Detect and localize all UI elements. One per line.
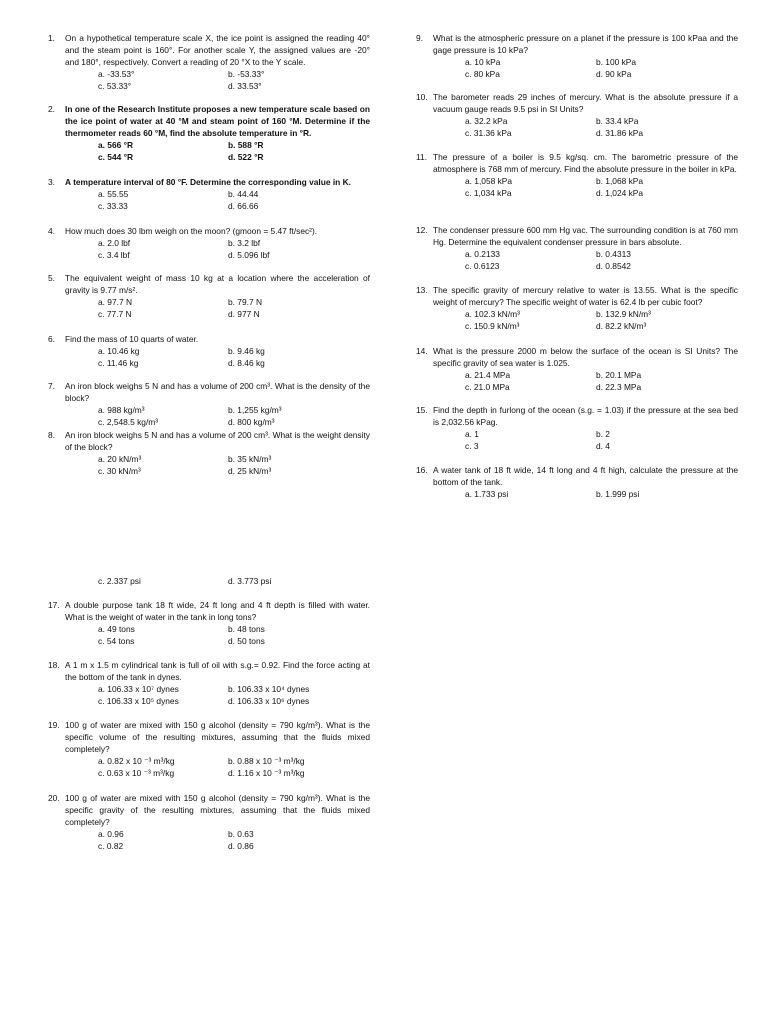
question-10 bbox=[416, 92, 738, 140]
option-c: c. 77.7 N bbox=[98, 308, 132, 319]
question-18 bbox=[48, 660, 370, 708]
answer-options bbox=[465, 429, 738, 453]
answer-options bbox=[465, 370, 738, 394]
question-12 bbox=[416, 225, 738, 273]
option-a: a. 566 °R bbox=[98, 139, 134, 150]
option-c: c. 11.46 kg bbox=[98, 357, 139, 368]
option-d: d. 31.86 kPa bbox=[596, 127, 644, 138]
option-d: d. 3.773 psi bbox=[228, 576, 272, 586]
option-c: c. 80 kPa bbox=[465, 68, 500, 79]
option-a: a. 49 tons bbox=[98, 623, 135, 634]
option-d: d. 66.66 bbox=[228, 200, 259, 211]
answer-options bbox=[98, 756, 370, 780]
question-8 bbox=[48, 430, 370, 478]
question-text: Find the depth in furlong of the ocean (s.g. = 1.03) if the pressure at the sea bed is 2,032.56 kPag. bbox=[433, 405, 738, 427]
question-16-continued bbox=[48, 576, 370, 588]
question-9 bbox=[416, 33, 738, 81]
option-d: d. 977 N bbox=[228, 308, 260, 319]
option-c: c. 3.4 lbf bbox=[98, 249, 130, 260]
option-c: c. 106.33 x 10⁵ dynes bbox=[98, 695, 179, 706]
option-c: c. 3 bbox=[465, 440, 479, 451]
question-text: The equivalent weight of mass 10 kg at a location where the acceleration of gravity is 9.77 m/s². bbox=[65, 273, 370, 295]
option-c: c. 21.0 MPa bbox=[465, 381, 510, 392]
option-c: c. 150.9 kN/m³ bbox=[465, 320, 520, 331]
option-c: c. 0.82 bbox=[98, 840, 124, 851]
option-a: a. 106.33 x 10⁷ dynes bbox=[98, 683, 179, 694]
answer-options bbox=[465, 116, 738, 140]
option-b: b. 1,068 kPa bbox=[596, 175, 644, 186]
question-text: The specific gravity of mercury relative to water is 13.55. What is the specific weight of mercury? The specific weight of water is 62.4 lb per cubic foot? bbox=[433, 285, 738, 307]
answer-options bbox=[465, 249, 738, 273]
question-text: A double purpose tank 18 ft wide, 24 ft long and 4 ft depth is filled with water. What is the weight of water in the tank in long tons? bbox=[65, 600, 370, 622]
option-c: c. 0.6123 bbox=[465, 260, 500, 271]
option-a: a. 21.4 MPa bbox=[465, 369, 511, 380]
question-6 bbox=[48, 334, 370, 370]
option-b: b. 3.2 lbf bbox=[228, 237, 261, 248]
question-text: Find the mass of 10 quarts of water. bbox=[65, 334, 199, 344]
option-d: d. 0.8542 bbox=[596, 260, 631, 271]
answer-options bbox=[98, 684, 370, 708]
option-d: d. 33.53° bbox=[228, 80, 262, 91]
question-text: The condenser pressure 600 mm Hg vac. The surrounding condition is at 760 mm Hg. Determine the equivalent condenser pressure in bars absolute. bbox=[433, 225, 738, 247]
option-b: b. 0.63 bbox=[228, 828, 254, 839]
option-a: a. 10.46 kg bbox=[98, 345, 140, 356]
answer-options bbox=[98, 297, 370, 321]
option-a: a. 1 bbox=[465, 428, 479, 439]
option-c: c. 30 kN/m³ bbox=[98, 465, 141, 476]
question-number: 10. bbox=[416, 92, 428, 102]
option-b: b. 0.88 x 10 ⁻³ m³/kg bbox=[228, 755, 305, 766]
option-b: b. 0.4313 bbox=[596, 248, 631, 259]
option-a: a. 10 kPa bbox=[465, 56, 501, 67]
option-d: d. 90 kPa bbox=[596, 68, 632, 79]
question-text: What is the atmospheric pressure on a planet if the pressure is 100 kPaa and the gage pressure is 10 kPa? bbox=[433, 33, 738, 55]
question-number: 4. bbox=[48, 226, 55, 236]
option-a: a. 20 kN/m³ bbox=[98, 453, 142, 464]
option-a: a. 32.2 kPa bbox=[465, 115, 508, 126]
answer-options bbox=[98, 624, 370, 648]
option-a: a. 97.7 N bbox=[98, 296, 132, 307]
option-b: b. 106.33 x 10⁴ dynes bbox=[228, 683, 310, 694]
question-4 bbox=[48, 226, 370, 262]
option-b: b. 44.44 bbox=[228, 188, 259, 199]
question-number: 20. bbox=[48, 793, 60, 803]
question-number: 3. bbox=[48, 177, 55, 187]
question-17 bbox=[48, 600, 370, 648]
option-c: c. 0.63 x 10 ⁻³ m³/kg bbox=[98, 767, 175, 778]
question-number: 8. bbox=[48, 430, 55, 440]
answer-options bbox=[465, 176, 738, 200]
option-d: d. 50 tons bbox=[228, 635, 265, 646]
question-14 bbox=[416, 346, 738, 394]
question-number: 16. bbox=[416, 465, 428, 475]
question-text: 100 g of water are mixed with 150 g alcohol (density = 790 kg/m³). What is the specific gravity of the resulting mixtures, assuming that the fluids mixed completely? bbox=[65, 793, 370, 827]
question-number: 12. bbox=[416, 225, 428, 235]
option-b: b. 100 kPa bbox=[596, 56, 637, 67]
option-b: b. 48 tons bbox=[228, 623, 265, 634]
option-b: b. 1.999 psi bbox=[596, 488, 640, 499]
option-c: c. 2.337 psi bbox=[98, 576, 141, 586]
option-a: a. 0.96 bbox=[98, 828, 124, 839]
question-text: 100 g of water are mixed with 150 g alcohol (density = 790 kg/m³). What is the specific volume of the resulting mixtures, assuming that the fluids mixed completely? bbox=[65, 720, 370, 754]
question-16 bbox=[416, 465, 738, 501]
option-d: d. 4 bbox=[596, 440, 610, 451]
answer-options bbox=[465, 309, 738, 333]
question-number: 6. bbox=[48, 334, 55, 344]
question-number: 5. bbox=[48, 273, 55, 283]
option-c: c. 33.33 bbox=[98, 200, 128, 211]
option-a: a. -33.53° bbox=[98, 68, 135, 79]
question-20 bbox=[48, 793, 370, 853]
answer-options bbox=[465, 489, 738, 501]
option-b: b. 33.4 kPa bbox=[596, 115, 639, 126]
option-d: d. 25 kN/m³ bbox=[228, 465, 272, 476]
question-13 bbox=[416, 285, 738, 333]
option-a: a. 1.733 psi bbox=[465, 488, 509, 499]
option-b: b. 9.46 kg bbox=[228, 345, 265, 356]
option-d: d. 522 °R bbox=[228, 151, 264, 162]
answer-options bbox=[465, 57, 738, 81]
question-text: What is the pressure 2000 m below the surface of the ocean is SI Units? The specific gravity of sea water is 1.025. bbox=[433, 346, 738, 368]
question-text: A 1 m x 1.5 m cylindrical tank is full of oil with s.g.= 0.92. Find the force acting at the bottom of the tank in dynes. bbox=[65, 660, 370, 682]
question-text: The barometer reads 29 inches of mercury. What is the absolute pressure if a vacuum gauge reads 9.5 psi in SI Units? bbox=[433, 92, 738, 114]
question-number: 18. bbox=[48, 660, 60, 670]
option-a: a. 988 kg/m³ bbox=[98, 404, 145, 415]
option-d: d. 106.33 x 10⁶ dynes bbox=[228, 695, 310, 706]
option-d: d. 8.46 kg bbox=[228, 357, 265, 368]
question-11 bbox=[416, 152, 738, 200]
option-d: d. 0.86 bbox=[228, 840, 254, 851]
answer-options bbox=[98, 405, 370, 429]
question-text: A temperature interval of 80 °F. Determine the corresponding value in K. bbox=[65, 177, 351, 187]
answer-options bbox=[98, 346, 370, 370]
question-number: 19. bbox=[48, 720, 60, 730]
option-b: b. 79.7 N bbox=[228, 296, 262, 307]
answer-options bbox=[98, 829, 370, 853]
option-d: d. 5.096 lbf bbox=[228, 249, 270, 260]
question-number: 11. bbox=[416, 152, 428, 162]
question-number: 13. bbox=[416, 285, 428, 295]
option-d: d. 82.2 kN/m³ bbox=[596, 320, 647, 331]
option-d: d. 1,024 kPa bbox=[596, 187, 644, 198]
option-c: c. 2,548.5 kg/m³ bbox=[98, 416, 159, 427]
question-7 bbox=[48, 381, 370, 429]
option-a: a. 0.82 x 10 ⁻³ m³/kg bbox=[98, 755, 175, 766]
option-c: c. 53.33° bbox=[98, 80, 132, 91]
answer-options bbox=[98, 238, 370, 262]
question-text: On a hypothetical temperature scale X, the ice point is assigned the reading 40° and the steam point is 160°. For another scale Y, the assigned values are -20° and 180°, respectively. Convert a reading of 20 °X to the Y scale. bbox=[65, 33, 370, 67]
answer-options bbox=[98, 576, 370, 588]
question-5 bbox=[48, 273, 370, 321]
option-d: d. 800 kg/m³ bbox=[228, 416, 275, 427]
option-a: a. 2.0 lbf bbox=[98, 237, 131, 248]
question-number: 17. bbox=[48, 600, 60, 610]
answer-options bbox=[98, 69, 370, 93]
question-number: 1. bbox=[48, 33, 55, 43]
option-c: c. 54 tons bbox=[98, 635, 135, 646]
question-number: 15. bbox=[416, 405, 428, 415]
option-b: b. -53.33° bbox=[228, 68, 265, 79]
question-text: An iron block weighs 5 N and has a volume of 200 cm³. What is the weight density of the block? bbox=[65, 430, 370, 452]
question-1 bbox=[48, 33, 370, 93]
option-b: b. 20.1 MPa bbox=[596, 369, 642, 380]
question-text: A water tank of 18 ft wide, 14 ft long and 4 ft high, calculate the pressure at the bottom of the tank. bbox=[433, 465, 738, 487]
question-text: How much does 30 lbm weigh on the moon? (gmoon = 5.47 ft/sec²). bbox=[65, 226, 318, 236]
question-text: The pressure of a boiler is 9.5 kg/sq. cm. The barometric pressure of the atmosphere is 768 mm of mercury. Find the absolute pressure in the boiler in kPa. bbox=[433, 152, 738, 174]
option-b: b. 1,255 kg/m³ bbox=[228, 404, 282, 415]
question-number: 14. bbox=[416, 346, 428, 356]
option-a: a. 102.3 kN/m³ bbox=[465, 308, 520, 319]
option-b: b. 132.9 kN/m³ bbox=[596, 308, 651, 319]
answer-options bbox=[98, 454, 370, 478]
option-d: d. 22.3 MPa bbox=[596, 381, 642, 392]
question-number: 7. bbox=[48, 381, 55, 391]
question-text: An iron block weighs 5 N and has a volume of 200 cm³. What is the density of the block? bbox=[65, 381, 370, 403]
question-19 bbox=[48, 720, 370, 780]
option-b: b. 2 bbox=[596, 428, 610, 439]
option-a: a. 0.2133 bbox=[465, 248, 500, 259]
option-b: b. 35 kN/m³ bbox=[228, 453, 272, 464]
option-a: a. 1,058 kPa bbox=[465, 175, 513, 186]
option-c: c. 31.36 kPa bbox=[465, 127, 512, 138]
question-2 bbox=[48, 104, 370, 164]
option-c: c. 544 °R bbox=[98, 151, 134, 162]
question-number: 2. bbox=[48, 104, 55, 114]
option-b: b. 588 °R bbox=[228, 139, 264, 150]
question-15 bbox=[416, 405, 738, 453]
answer-options bbox=[98, 140, 370, 164]
answer-options bbox=[98, 189, 370, 213]
question-number: 9. bbox=[416, 33, 423, 43]
question-text: In one of the Research Institute proposes a new temperature scale based on the ice point of water at 40 °M and steam point of 160 °M. Determine if the thermometer reads 60 °M, find the absolute temperature in °R. bbox=[65, 104, 370, 138]
option-d: d. 1.16 x 10 ⁻³ m³/kg bbox=[228, 767, 305, 778]
question-3 bbox=[48, 177, 370, 213]
option-c: c. 1,034 kPa bbox=[465, 187, 512, 198]
option-a: a. 55.55 bbox=[98, 188, 129, 199]
